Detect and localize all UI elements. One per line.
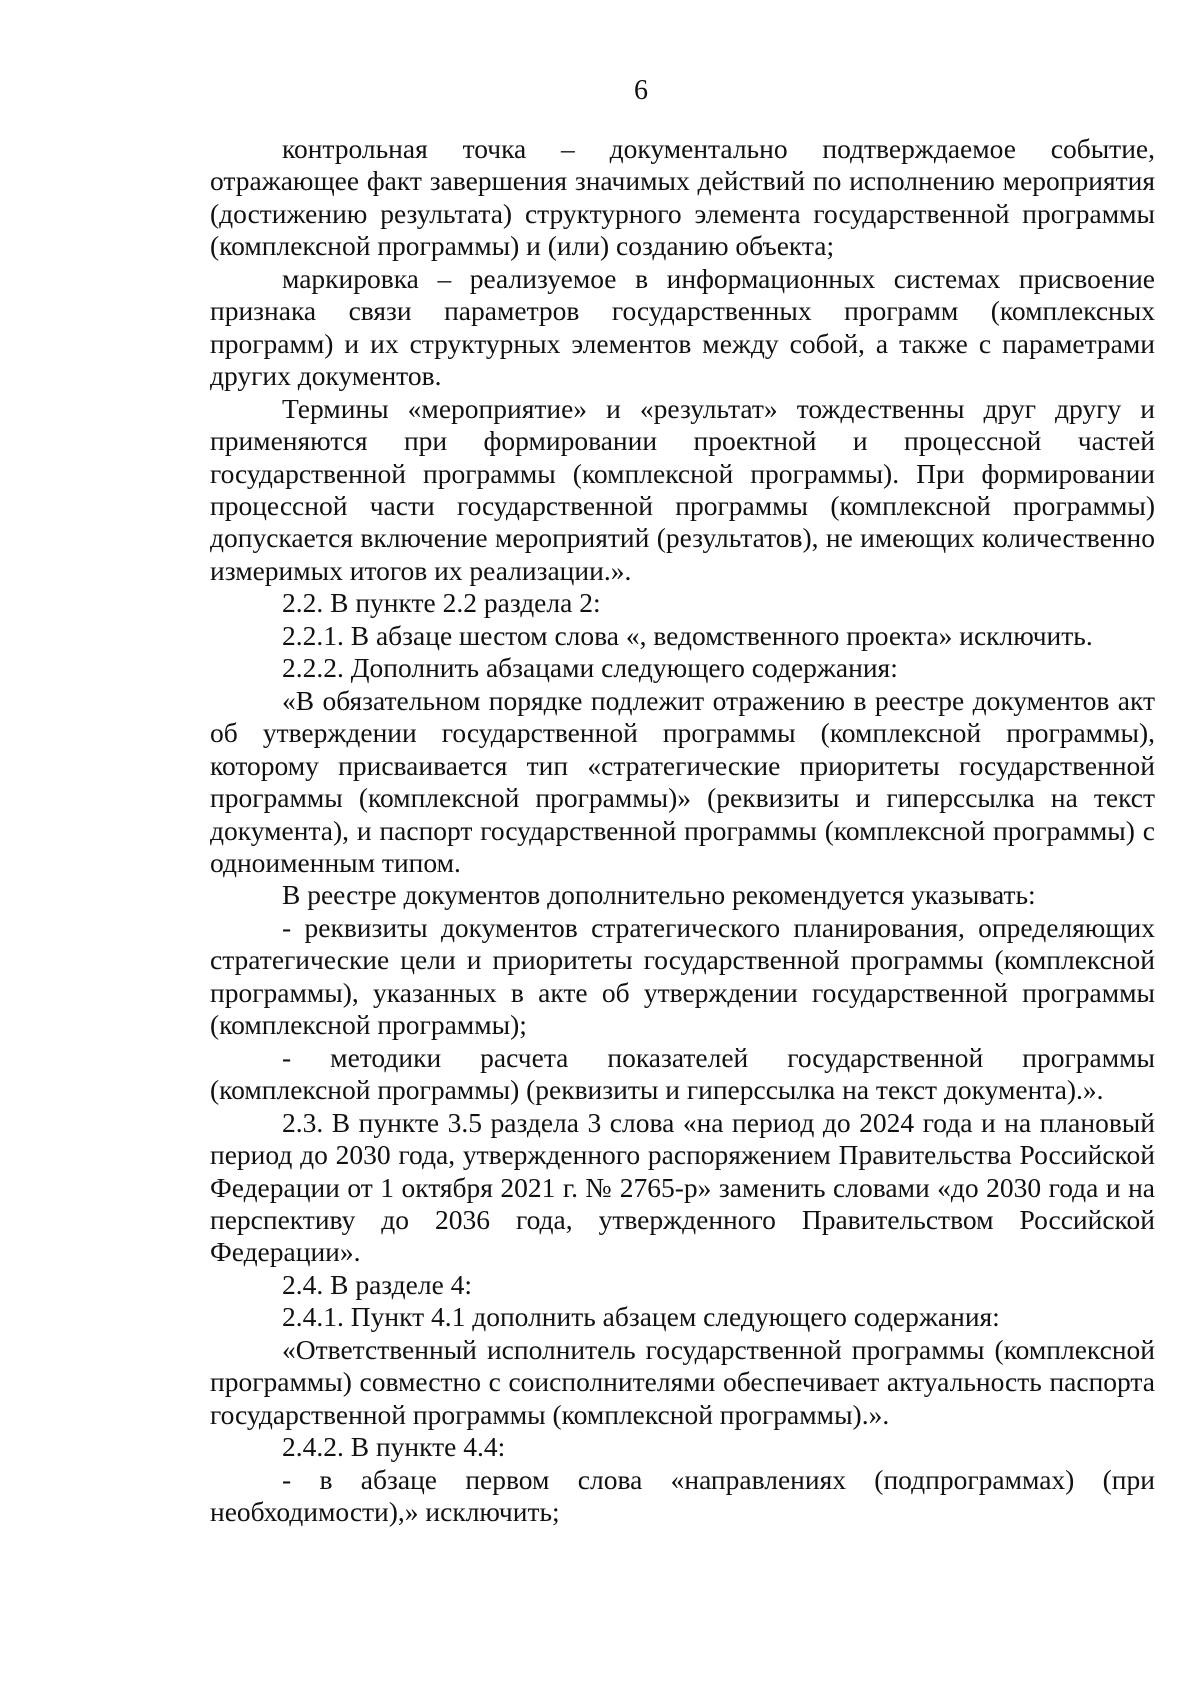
paragraph-item-2-3: 2.3. В пункте 3.5 раздела 3 слова «на период до 2024 года и на плановый период до 2030 года, утвержденного распоряжением Правительства Российской Федерации от 1 октября 2021 г. № 2765-р» заменить словами «до 2030 года и на перспективу до 2036 года, утвержденного Правительством Российской Федерации». <box>210 1106 1155 1268</box>
paragraph-control-point-definition: контрольная точка – документально подтверждаемое событие, отражающее факт завершения значимых действий по исполнению мероприятия (достижению результата) структурного элемента государственной программы (комплексной программы) и (или) созданию объекта; <box>210 133 1155 262</box>
paragraph-responsible-executor: «Ответственный исполнитель государственной программы (комплексной программы) совместно с соисполнителями обеспечивает актуальность паспорта государственной программы (комплексной программы).». <box>210 1333 1155 1430</box>
paragraph-item-2-2-2: 2.2.2. Дополнить абзацами следующего содержания: <box>282 652 898 684</box>
paragraph-registry-recommendation: В реестре документов дополнительно рекомендуется указывать: <box>282 879 1036 911</box>
list-item-first-paragraph-exclusion: - в абзаце первом слова «направлениях (подпрограммах) (при необходимости),» исключить; <box>210 1463 1155 1528</box>
paragraph-item-2-4-2: 2.4.2. В пункте 4.4: <box>282 1431 506 1463</box>
paragraph-item-2-4: 2.4. В разделе 4: <box>282 1268 473 1300</box>
list-item-calculation-methods: - методики расчета показателей государственной программы (комплексной программы) (реквизиты и гиперссылка на текст документа).». <box>210 1041 1155 1106</box>
page-number: 6 <box>634 75 648 106</box>
paragraph-item-2-2-1: 2.2.1. В абзаце шестом слова «, ведомственного проекта» исключить. <box>282 619 1093 651</box>
paragraph-marking-definition: маркировка – реализуемое в информационных системах присвоение признака связи параметров государственных программ (комплексных программ) и их структурных элементов между собой, а также с параметрами других документов. <box>210 262 1155 392</box>
paragraph-terms-equivalence: Термины «мероприятие» и «результат» тождественны друг другу и применяются при формировании проектной и процессной частей государственной программы (комплексной программы). При формировании процессной части государственной программы (комплексной программы) допускается включение мероприятий (результатов), не имеющих количественно измеримых итогов их реализации.». <box>210 392 1155 586</box>
list-item-strategic-documents: - реквизиты документов стратегического планирования, определяющих стратегические цели и приоритеты государственной программы (комплексной программы), указанных в акте об утверждении государственной программы (комплексной программы); <box>210 911 1155 1041</box>
paragraph-registry-requirement: «В обязательном порядке подлежит отражению в реестре документов акт об утверждении государственной программы (комплексной программы), которому присваивается тип «стратегические приоритеты государственной программы (комплексной программы)» (реквизиты и гиперссылка на текст документа), и паспорт государственной программы (комплексной программы) с одноименным типом. <box>210 684 1155 878</box>
paragraph-item-2-4-1: 2.4.1. Пункт 4.1 дополнить абзацем следующего содержания: <box>282 1301 1000 1333</box>
paragraph-item-2-2: 2.2. В пункте 2.2 раздела 2: <box>282 587 601 619</box>
document-body <box>210 133 1155 1528</box>
